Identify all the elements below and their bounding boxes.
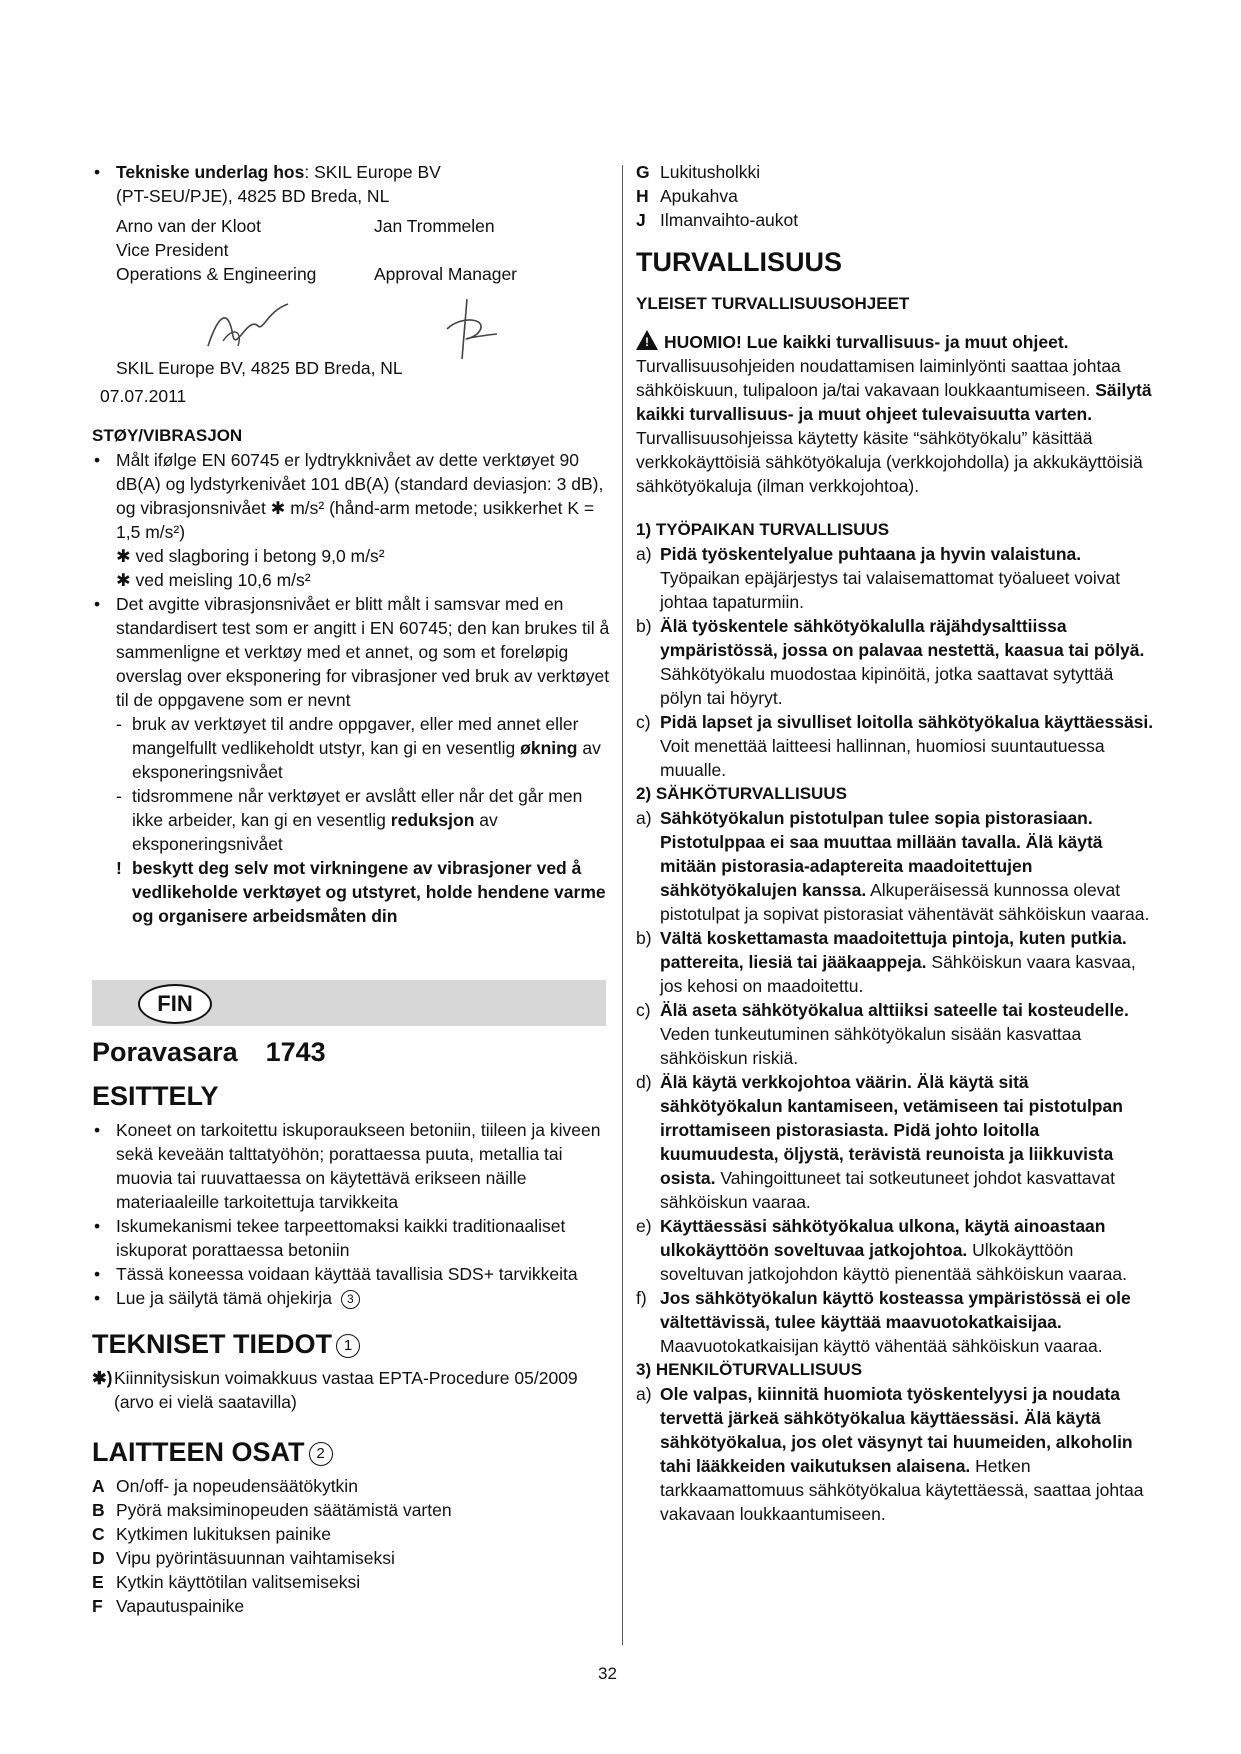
safety-item-letter: d): [636, 1072, 652, 1092]
safety-item-explanation: Hetken tarkkaamattomuus sähkötyökalua käytettäessä, saattaa johtaa vakavaan loukkaantumiseen.: [660, 1456, 1144, 1524]
part-key: B: [92, 1500, 105, 1520]
part-item: [636, 160, 1156, 184]
part-item: [92, 1546, 612, 1570]
part-item: [636, 208, 1156, 232]
personal-safety-list: [636, 1382, 1156, 1526]
general-safety-heading: YLEISET TURVALLISUUSOHJEET: [636, 294, 910, 313]
intro-item-3: • Tässä koneessa voidaan käyttää tavallisia SDS+ tarvikkeita: [92, 1262, 612, 1286]
work-area-safety-list: [636, 542, 1156, 782]
tech-docs-address: (PT-SEU/PJE), 4825 BD Breda, NL: [116, 186, 390, 206]
part-item: [92, 1498, 612, 1522]
part-item: [92, 1522, 612, 1546]
tech-data-note: [92, 1366, 612, 1414]
safety-item-rule: Älä aseta sähkötyökalua alttiiksi sateelle tai kosteudelle.: [660, 1000, 1129, 1020]
part-key: A: [92, 1476, 105, 1496]
safety-item: [636, 806, 1156, 926]
tech-docs-label: Tekniske underlag hos: [116, 162, 305, 182]
warning-icon: !: [636, 330, 658, 350]
product-name: Poravasara: [92, 1037, 238, 1067]
part-label: Vapautuspainike: [116, 1596, 245, 1616]
safety-item-explanation: Ulkokäyttöön soveltuvan jatkojohdon käyttö pienentää sähköiskun vaaraa.: [660, 1240, 1127, 1284]
safety-item-letter: f): [636, 1288, 647, 1308]
intro-item-4-text: Lue ja säilytä tämä ohjekirja: [116, 1288, 332, 1308]
safety-heading: TURVALLISUUS: [636, 247, 843, 277]
intro-item-1: • Koneet on tarkoitettu iskuporaukseen betoniin, tiileen ja kiveen sekä keveään talttatyöhön; porattaessa puuta, metallia tai muovia tai ruuvattaessa on käytettävä erikseen näille materiaaleille tarkoitettuja tarvikkeita: [92, 1118, 612, 1214]
intro-item-2: • Iskumekanismi tekee tarpeettomaksi kaikki traditionaaliset iskuporat porattaessa betoniin: [92, 1214, 612, 1262]
work-area-safety-heading: 1) TYÖPAIKAN TURVALLISUUS: [636, 520, 890, 539]
warning-bold-2: Säilytä kaikki turvallisuus- ja muut ohjeet tulevaisuutta varten.: [636, 380, 1152, 424]
figure-ref-2: 2: [309, 1442, 333, 1466]
safety-item-explanation: Voit menettää laitteesi hallinnan, huomiosi suuntautuessa muualle.: [660, 736, 1105, 780]
intro-item-4: [92, 1286, 612, 1310]
language-code-badge: FIN: [138, 984, 212, 1024]
page-number: 32: [598, 1664, 617, 1683]
safety-item: [636, 542, 1156, 614]
safety-item: [636, 926, 1156, 998]
electrical-safety-heading: 2) SÄHKÖTURVALLISUUS: [636, 784, 847, 803]
dash-1-end: av eksponeringsnivået: [132, 738, 601, 782]
safety-item-explanation: Työpaikan epäjärjestys tai valaisemattomat työalueet voivat johtaa tapaturmiin.: [660, 568, 1121, 612]
tech-docs-item: [92, 160, 612, 208]
safety-item-explanation: Vahingoittuneet tai sotkeutuneet johdot kasvattavat sähköiskun vaaraa.: [660, 1168, 1115, 1212]
declaration-date: 07.07.2011: [100, 386, 187, 406]
safety-item: [636, 1070, 1156, 1214]
part-label: On/off- ja nopeudensäätökytkin: [116, 1476, 358, 1496]
safety-item-rule: Älä työskentele sähkötyökalulla räjähdysalttiissa ympäristössä, jossa on palavaa nestettä, kaasua tai pölyä.: [660, 616, 1145, 660]
part-label: Kytkimen lukituksen painike: [116, 1524, 331, 1544]
part-key: F: [92, 1596, 103, 1616]
noise-vibration-heading: STØY/VIBRASJON: [92, 426, 243, 445]
vibration-chiselling-value: ✱ ved meisling 10,6 m/s²: [116, 570, 311, 590]
part-item: [92, 1474, 612, 1498]
safety-item-rule: Käyttäessäsi sähkötyökalua ulkona, käytä ainoastaan ulkokäyttöön soveltuvaa jatkojohtoa.: [660, 1216, 1106, 1260]
left-column-finnish: [92, 1036, 612, 1618]
tech-data-heading-text: TEKNISET TIEDOT: [92, 1329, 333, 1359]
figure-ref-3: 3: [341, 1290, 360, 1309]
part-item: [92, 1594, 612, 1618]
right-column: [636, 160, 1156, 1526]
vibration-drilling-value: ✱ ved slagboring i betong 9,0 m/s²: [116, 546, 385, 566]
general-warning: [636, 330, 1156, 498]
safety-item-letter: c): [636, 712, 651, 732]
part-label: Apukahva: [660, 186, 738, 206]
part-key: E: [92, 1572, 104, 1592]
personal-safety-heading: 3) HENKILÖTURVALLISUUS: [636, 1360, 863, 1379]
safety-item-letter: a): [636, 1384, 652, 1404]
safety-item: [636, 1286, 1156, 1358]
signatory-1-title: Vice President: [116, 240, 229, 260]
signature-1-image: [188, 296, 298, 356]
safety-item-letter: b): [636, 928, 652, 948]
safety-item-letter: b): [636, 616, 652, 636]
part-key: D: [92, 1548, 105, 1568]
safety-item-explanation: Maavuotokatkaisijan käyttö vähentää sähköiskun vaaraa.: [660, 1336, 1103, 1356]
signatory-2-title: Approval Manager: [374, 264, 517, 284]
part-label: Kytkin käyttötilan valitsemiseksi: [116, 1572, 361, 1592]
safety-item-letter: e): [636, 1216, 652, 1236]
part-label: Pyörä maksiminopeuden säätämistä varten: [116, 1500, 452, 1520]
part-key: H: [636, 186, 649, 206]
safety-item-rule: Ole valpas, kiinnitä huomiota työskentelyysi ja noudata tervettä järkeä sähkötyökalua käyttäessäsi. Älä käytä sähkötyökalua, jos olet väsynyt tai huumeiden, alkoholin tahi lääkkeiden vaikutuksen alaisena.: [660, 1384, 1133, 1476]
product-title: [92, 1036, 612, 1068]
safety-item-explanation: Alkuperäisessä kunnossa olevat pistotulpat ja sopivat pistorasiat vähentävät sähköiskun vaaraa.: [660, 880, 1150, 924]
signatory-1-name: Arno van der Kloot: [116, 216, 261, 236]
safety-item: [636, 998, 1156, 1070]
safety-item-explanation: Sähköiskun vaara kasvaa, jos kehosi on maadoitettu.: [660, 952, 1136, 996]
left-column: [92, 160, 612, 928]
part-label: Vipu pyörintäsuunnan vaihtamiseksi: [116, 1548, 395, 1568]
warning-bold-1: HUOMIO! Lue kaikki turvallisuus- ja muut ohjeet.: [664, 332, 1069, 352]
safety-item-explanation: Sähkötyökalu muodostaa kipinöitä, jotka saattavat sytyttää pölyn tai höyryt.: [660, 664, 1114, 708]
safety-item-explanation: Veden tunkeutuminen sähkötyökalun sisään kasvattaa sähköiskun riskiä.: [660, 1024, 1082, 1068]
noise-measurement-item: • Målt ifølge EN 60745 er lydtrykknivået av dette verktøyet 90 dB(A) og lydstyrkenivået 101 dB(A) (standard deviasjon: 3 dB), og vibrasjonsnivået ✱ m/s² (hånd-arm metode; usikkerhet K = 1,5 m/s²): [92, 448, 612, 544]
vibration-protection-note: ! beskytt deg selv mot virkningene av vibrasjoner ved å vedlikeholde verktøyet og utstyret, holde hendene varme og organisere arbeidsmåten din: [116, 858, 606, 926]
vibration-increase-item: - bruk av verktøyet til andre oppgaver, eller med annet eller mangelfullt vedlikeholdt utstyr, kan gi en vesentlig økning av eksponeringsnivået: [116, 714, 601, 782]
safety-item-rule: Jos sähkötyökalun käyttö kosteassa ympäristössä ei ole vältettävissä, tulee käyttää maavuotokatkaisijaa.: [660, 1288, 1131, 1332]
dash-2-bold: reduksjon: [390, 810, 475, 830]
dash-1-text: bruk av verktøyet til andre oppgaver, eller med annet eller mangelfullt vedlikeholdt utstyr, kan gi en vesentlig: [132, 714, 579, 758]
tech-data-heading: [92, 1328, 612, 1360]
tech-note-mark: ✱): [92, 1368, 113, 1388]
safety-item-letter: a): [636, 808, 652, 828]
signatories: [92, 214, 612, 294]
signature-area: [92, 294, 612, 356]
part-item: [92, 1570, 612, 1594]
product-model: 1743: [265, 1037, 326, 1067]
vibration-reduction-item: - tidsrommene når verktøyet er avslått eller når det går men ikke arbeider, kan gi en vesentlig reduksjon av eksponeringsnivået: [116, 786, 583, 854]
tech-note-text: Kiinnitysiskun voimakkuus vastaa EPTA-Procedure 05/2009 (arvo ei vielä saatavilla): [114, 1368, 578, 1412]
intro-heading: ESITTELY: [92, 1081, 219, 1111]
parts-heading-text: LAITTEEN OSAT: [92, 1437, 305, 1467]
part-key: C: [92, 1524, 105, 1544]
part-item: [636, 184, 1156, 208]
figure-ref-1: 1: [336, 1334, 360, 1358]
safety-item-rule: Pidä työskentelyalue puhtaana ja hyvin valaistuna.: [660, 544, 1082, 564]
safety-item-rule: Pidä lapset ja sivulliset loitolla sähkötyökalua käyttäessäsi.: [660, 712, 1154, 732]
language-band: [92, 980, 606, 1026]
part-label: Ilmanvaihto-aukot: [660, 210, 799, 230]
signatory-2-name: Jan Trommelen: [374, 216, 495, 236]
electrical-safety-list: [636, 806, 1156, 1358]
part-key: G: [636, 162, 650, 182]
dash-2-text: tidsrommene når verktøyet er avslått eller når det går men ikke arbeider, kan gi en vesentlig: [132, 786, 583, 830]
tech-docs-company: : SKIL Europe BV: [304, 162, 441, 182]
vibration-standard-item: • Det avgitte vibrasjonsnivået er blitt målt i samsvar med en standardisert test som er angitt i EN 60745; den kan brukes til å sammenligne et verktøy med et annet, og som et foreløpig overslag over eksponering for vibrasjoner ved bruk av verktøyet til de oppgavene som er nevnt: [92, 592, 612, 712]
safety-item: [636, 1382, 1156, 1526]
part-label: Lukitusholkki: [660, 162, 761, 182]
safety-item-rule: Älä käytä verkkojohtoa väärin. Älä käytä sitä sähkötyökalun kantamiseen, vetämiseen tai pistotulpan irrottamiseen pistorasiasta. Pidä johto loitolla kuumuudesta, öljystä, terävistä reunoista ja liikkuvista osista.: [660, 1072, 1123, 1188]
safety-item-letter: a): [636, 544, 652, 564]
signature-2-image: [422, 294, 512, 364]
safety-item-rule: Vältä koskettamasta maadoitettuja pintoja, kuten putkia. pattereita, liesiä tai jääkaappeja.: [660, 928, 1127, 972]
safety-item: [636, 1214, 1156, 1286]
warning-text-2: Turvallisuusohjeissa käytetty käsite “sähkötyökalu” käsittää verkkokäyttöisiä sähkötyökaluja (verkkojohdolla) ja akkukäyttöisiä sähkötyökaluja (ilman verkkojohtoa).: [636, 428, 1143, 496]
safety-item-letter: c): [636, 1000, 651, 1020]
dash-2-end: av eksponeringsnivået: [132, 810, 498, 854]
company-address: SKIL Europe BV, 4825 BD Breda, NL: [116, 358, 403, 378]
parts-heading: [92, 1436, 612, 1468]
part-key: J: [636, 210, 646, 230]
safety-item-rule: Sähkötyökalun pistotulpan tulee sopia pistorasiaan. Pistotulppaa ei saa muuttaa millään tavalla. Älä käytä mitään pistorasia-adaptereita maadoitettujen sähkötyökalujen kanssa.: [660, 808, 1103, 900]
column-divider: [622, 165, 623, 1645]
parts-list: [92, 1474, 612, 1618]
warning-text-1: Turvallisuusohjeiden noudattamisen laiminlyönti saattaa johtaa sähköiskuun, tulipaloon ja/tai vakavaan loukkaantumiseen.: [636, 356, 1121, 400]
safety-item: [636, 710, 1156, 782]
parts-list-continued: [636, 160, 1156, 232]
signatory-1-department: Operations & Engineering: [116, 264, 317, 284]
dash-1-bold: økning: [520, 738, 578, 758]
safety-item: [636, 614, 1156, 710]
protection-note-text: beskytt deg selv mot virkningene av vibrasjoner ved å vedlikeholde verktøyet og utstyret, holde hendene varme og organisere arbeidsmåten din: [132, 858, 606, 926]
